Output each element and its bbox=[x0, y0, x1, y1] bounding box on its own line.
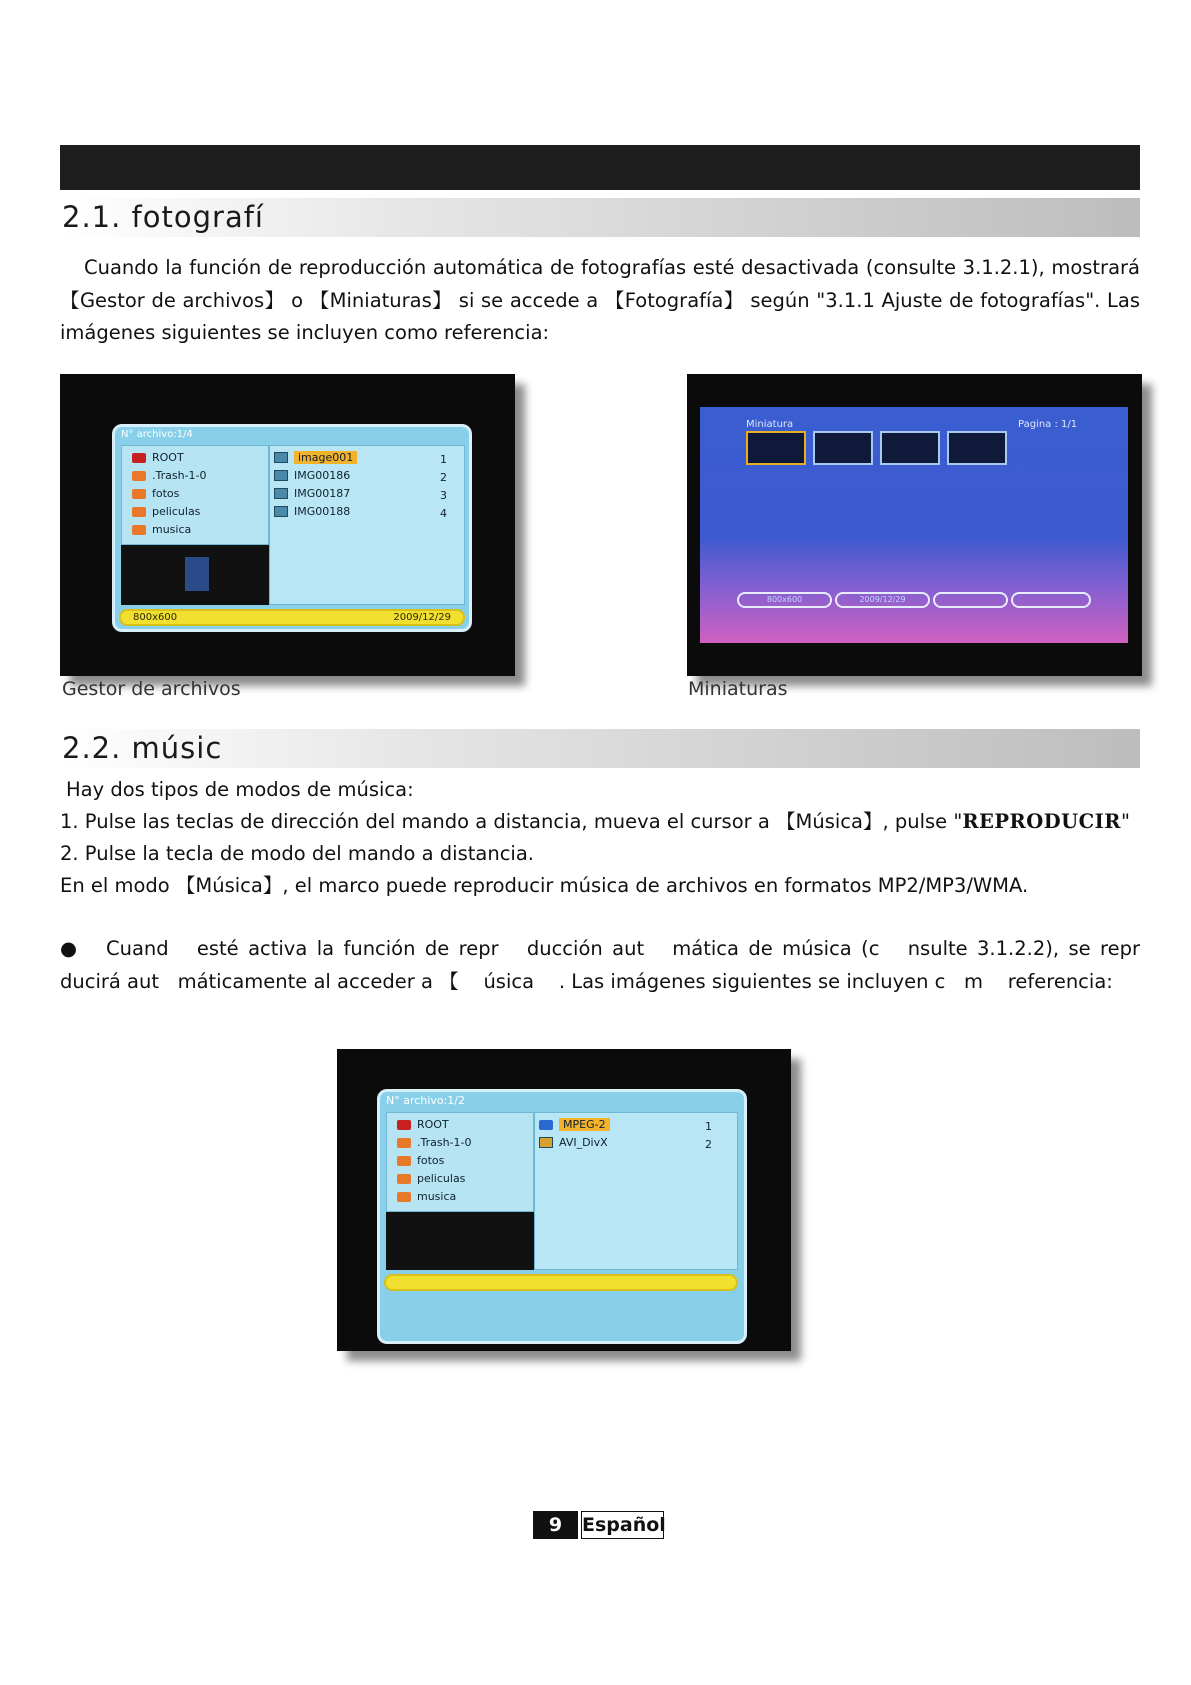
music-file-manager-frame bbox=[377, 1089, 747, 1344]
file-number: 4 bbox=[440, 507, 447, 520]
folder-pane bbox=[386, 1112, 534, 1212]
section-heading-photo: 2.1. fotografí bbox=[60, 198, 1140, 237]
preview-pane bbox=[386, 1212, 534, 1270]
resolution: 800x600 bbox=[133, 612, 178, 623]
file-count: N° archivo:1/4 bbox=[121, 429, 193, 440]
folder-icon bbox=[397, 1138, 411, 1148]
root-folder-icon bbox=[397, 1120, 411, 1130]
thumbnail-label: Miniatura bbox=[746, 419, 794, 430]
file-number: 2 bbox=[705, 1138, 712, 1151]
section-heading-music: 2.2. músic bbox=[60, 729, 1140, 768]
page-number: 9 bbox=[533, 1511, 578, 1539]
music-formats: En el modo 【Música】, el marco puede reproducir música de archivos en formatos MP2/MP3/WMA. bbox=[60, 874, 1029, 897]
date: 2009/12/29 bbox=[393, 612, 451, 623]
folder-pane bbox=[121, 445, 269, 545]
file-number: 2 bbox=[440, 471, 447, 484]
status-bar bbox=[384, 1274, 738, 1291]
music-step-1: 1. Pulse las teclas de dirección del mando a distancia, mueva el cursor a 【Música】, pulse "REPRODUCIR" bbox=[60, 810, 1130, 833]
thumbnail bbox=[880, 431, 940, 465]
folder-item: peliculas bbox=[397, 1172, 465, 1185]
info-pill bbox=[1011, 592, 1091, 608]
folder-icon bbox=[397, 1192, 411, 1202]
folder-icon bbox=[132, 507, 146, 517]
file-number: 1 bbox=[440, 453, 447, 466]
file-item: MPEG-2 bbox=[539, 1118, 610, 1131]
music-step-2: 2. Pulse la tecla de modo del mando a distancia. bbox=[60, 842, 534, 865]
header-bar bbox=[60, 145, 1140, 190]
file-number: 1 bbox=[705, 1120, 712, 1133]
thumbnail bbox=[746, 431, 806, 465]
file-item: IMG00187 bbox=[274, 487, 350, 500]
image-file-icon bbox=[274, 470, 288, 481]
music-file-manager-screenshot bbox=[337, 1049, 791, 1351]
file-pane bbox=[269, 445, 465, 605]
video-file-icon bbox=[539, 1137, 553, 1148]
file-item: image001 bbox=[274, 451, 357, 464]
folder-item: ROOT bbox=[397, 1118, 449, 1131]
info-pill: 800x600 bbox=[737, 592, 832, 608]
folder-icon bbox=[397, 1156, 411, 1166]
photo-paragraph: Cuando la función de reproducción automática de fotografías esté desactivada (consulte 3.1.2.1), mostrará 【Gestor de archivos】 o 【Miniaturas】 si se accede a 【Fotografía】 según "3.1.1 Ajuste de fotografías". Las imágenes siguientes se incluyen como referencia: bbox=[60, 256, 1140, 344]
bullet-icon: ● bbox=[60, 937, 78, 960]
folder-item: fotos bbox=[132, 487, 179, 500]
file-count: N° archivo:1/2 bbox=[386, 1094, 465, 1107]
folder-icon bbox=[132, 489, 146, 499]
play-key-label: REPRODUCIR bbox=[962, 810, 1122, 833]
file-manager-screenshot bbox=[60, 374, 515, 676]
music-auto-paragraph: Cuand esté activa la función de repr ducción aut mática de música (c nsulte 3.1.2.2), se repr ducirá aut máticamente al acceder a 【 úsica . Las imágenes siguientes se incluyen c m referencia: bbox=[60, 937, 1159, 993]
folder-item: fotos bbox=[397, 1154, 444, 1167]
language-label: Español bbox=[581, 1511, 664, 1539]
music-intro: Hay dos tipos de modos de música: bbox=[66, 778, 414, 801]
folder-icon bbox=[132, 525, 146, 535]
status-bar bbox=[119, 609, 465, 626]
page-indicator: Pagina : 1/1 bbox=[1018, 419, 1078, 430]
caption-thumbnails: Miniaturas bbox=[688, 678, 788, 700]
image-file-icon bbox=[274, 452, 288, 463]
thumbnail bbox=[813, 431, 873, 465]
file-item: AVI_DivX bbox=[539, 1136, 608, 1149]
file-manager-frame bbox=[112, 424, 472, 632]
folder-item: ROOT bbox=[132, 451, 184, 464]
info-pill bbox=[933, 592, 1008, 608]
folder-icon bbox=[397, 1174, 411, 1184]
thumbnail bbox=[947, 431, 1007, 465]
folder-item: peliculas bbox=[132, 505, 200, 518]
image-file-icon bbox=[274, 506, 288, 517]
folder-item: musica bbox=[132, 523, 191, 536]
folder-icon bbox=[132, 471, 146, 481]
folder-item: .Trash-1-0 bbox=[397, 1136, 472, 1149]
image-file-icon bbox=[274, 488, 288, 499]
preview-pane bbox=[121, 545, 269, 605]
folder-item: musica bbox=[397, 1190, 456, 1203]
file-pane bbox=[534, 1112, 738, 1270]
folder-item: .Trash-1-0 bbox=[132, 469, 207, 482]
file-item: IMG00186 bbox=[274, 469, 350, 482]
info-pill: 2009/12/29 bbox=[835, 592, 930, 608]
thumbnails-screen bbox=[700, 407, 1128, 643]
caption-file-manager: Gestor de archivos bbox=[62, 678, 241, 700]
preview-image bbox=[185, 557, 209, 591]
movie-folder-icon bbox=[539, 1120, 553, 1130]
file-item: IMG00188 bbox=[274, 505, 350, 518]
file-number: 3 bbox=[440, 489, 447, 502]
root-folder-icon bbox=[132, 453, 146, 463]
thumbnails-screenshot bbox=[687, 374, 1142, 676]
